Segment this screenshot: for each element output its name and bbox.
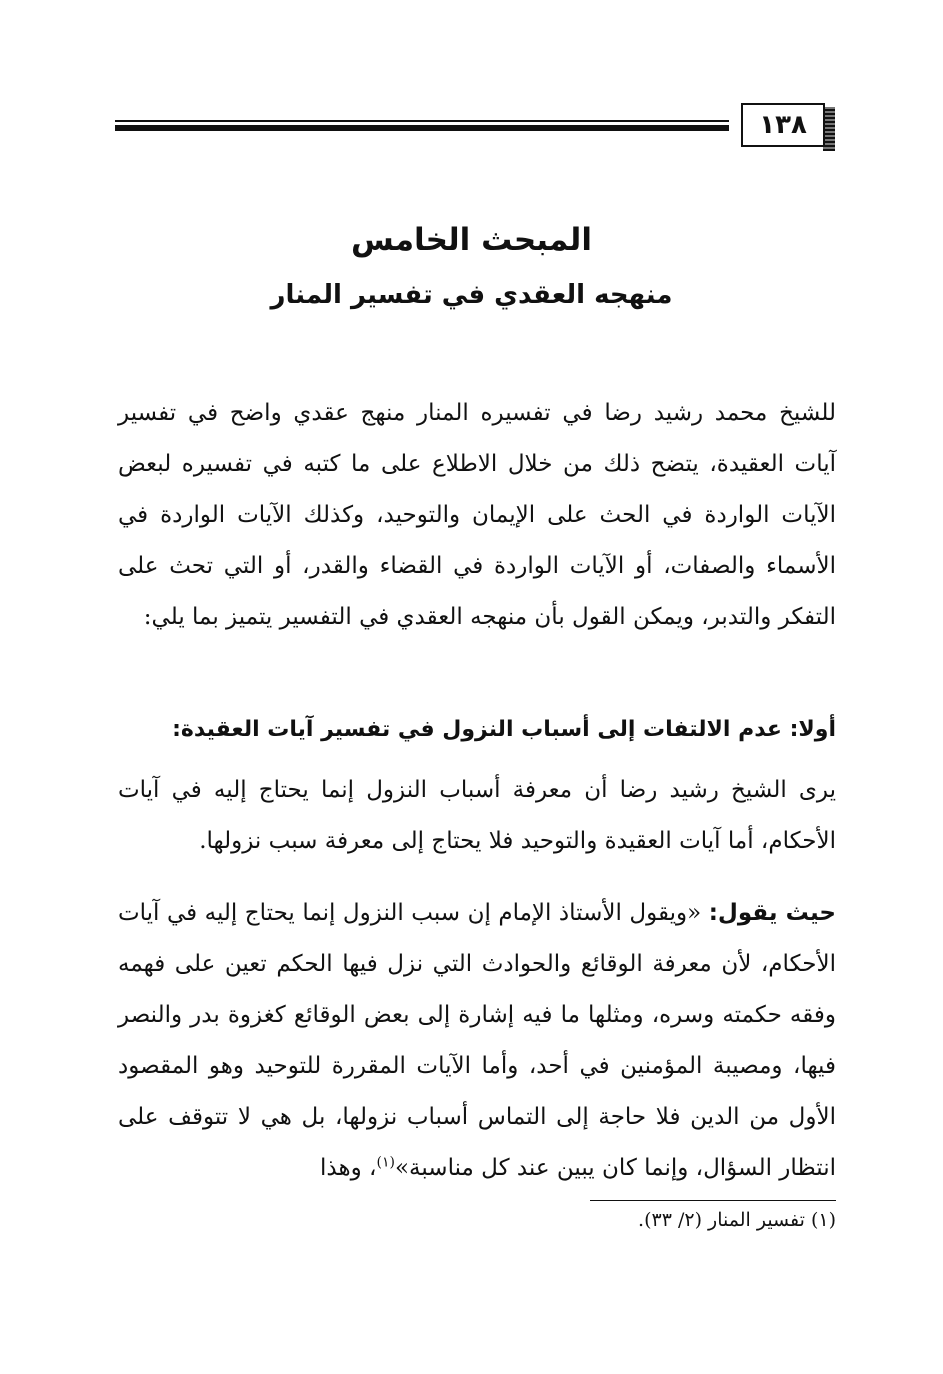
context-paragraph: يرى الشيخ رشيد رضا أن معرفة أسباب النزول إنما يحتاج إليه في آيات الأحكام، أما آيات العقيدة والتوحيد فلا يحتاج إلى معرفة سبب نزولها. — [118, 777, 836, 854]
footnote-reference[interactable]: (١) — [376, 1154, 395, 1171]
intro-paragraph: للشيخ محمد رشيد رضا في تفسيره المنار منهج عقدي واضح في تفسير آيات العقيدة، يتضح ذلك من خلال الاطلاع على ما كتبه في تفسيره لبعض الآيات الواردة في الحث على الإيمان والتوحيد، وكذلك الآيات الواردة في الأسماء والصفات، أو الآيات الواردة في القضاء والقدر، أو التي تحث على التفكر والتدبر، ويمكن القول بأن منهجه العقدي في التفسير يتميز بما يلي: — [118, 400, 836, 630]
section-subtitle: منهجه العقدي في تفسير المنار — [270, 280, 673, 310]
quote-text: «ويقول الأستاذ الإمام إن سبب النزول إنما يحتاج إليه في آيات الأحكام، لأن معرفة الوقائع والحوادث التي نزل فيها الحكم تعين على فهمه وفقه حكمته وسره، ومثلها ما فيه إشارة إلى بعض الوقائع كغزوة بدر والنصر فيها، ومصيبة المؤمنين في أحد، وأما الآيات المقررة للتوحيد وهو المقصود الأول من الدين فلا حاجة إلى التماس أسباب نزولها، بل هي لا تتوقف على انتظار السؤال، وإنما كان يبين عند كل مناسبة» — [118, 900, 836, 1181]
quote-tail: ، وهذا — [320, 1155, 377, 1181]
point-one-heading: أولا: عدم الالتفات إلى أسباب النزول في تفسير آيات العقيدة: — [172, 717, 836, 742]
footnote-1: (١) تفسير المنار (٢/ ٣٣). — [638, 1209, 836, 1231]
section-title: المبحث الخامس — [351, 222, 592, 258]
quote-label: حيث يقول: — [708, 900, 836, 926]
page-header — [115, 103, 835, 153]
header-rule — [115, 120, 729, 131]
header-thick-line — [115, 125, 729, 131]
quote-paragraph — [118, 888, 836, 1194]
header-thin-line — [115, 120, 729, 122]
page-number: ١٣٨ — [741, 103, 825, 147]
footnote-divider — [590, 1200, 836, 1201]
